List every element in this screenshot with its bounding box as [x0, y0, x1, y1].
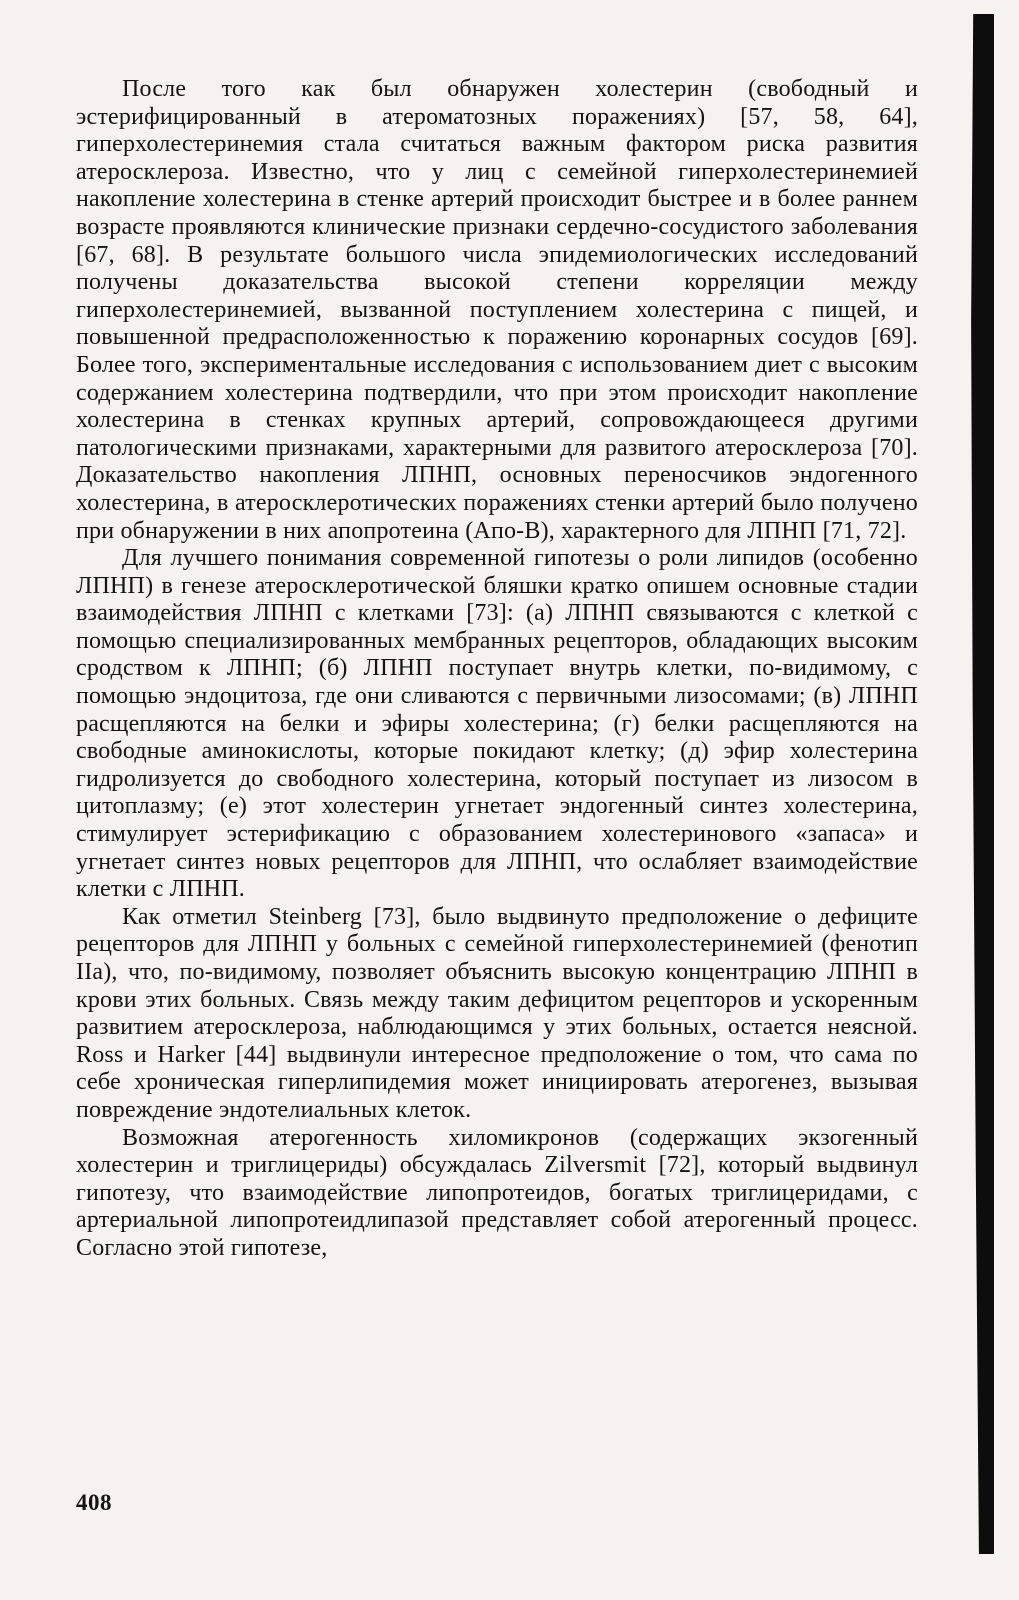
page-number: 408 [76, 1490, 112, 1515]
paragraph-chylomicrons: Возможная атерогенность хиломикронов (содержащих экзогенный холестерин и триглицериды) обсуждалась Zilversmit [72], который выдвинул гипотезу, что взаимодействие липопротеидов, богатых триглицеридами, с артериальной липопротеидлипазой представляет собой атерогенный процесс. Согласно этой гипотезе, [76, 1124, 918, 1261]
binding-shadow [968, 14, 994, 1554]
paragraph-receptor-deficit: Как отметил Steinberg [73], было выдвинуто предположение о дефиците рецепторов для ЛПНП у больных с семейной гиперхолестеринемией (фенотип IIа), что, по-видимому, позволяет объяснить высокую концентрацию ЛПНП в крови этих больных. Связь между таким дефицитом рецепторов и ускоренным развитием атеросклероза, наблюдающимся у этих больных, остается неясной. Ross и Harker [44] выдвинули интересное предположение о том, что сама по себе хроническая гиперлипидемия может инициировать атерогенез, вызывая повреждение эндотелиальных клеток. [76, 903, 918, 1123]
paragraph-ldl-stages: Для лучшего понимания современной гипотезы о роли липидов (особенно ЛПНП) в генезе атеросклеротической бляшки кратко опишем основные стадии взаимодействия ЛПНП с клетками [73]: (а) ЛПНП связываются с клеткой с помощью специализированных мембранных рецепторов, обладающих высоким сродством к ЛПНП; (б) ЛПНП поступает внутрь клетки, по-видимому, с помощью эндоцитоза, где они сливаются с первичными лизосомами; (в) ЛПНП расщепляются на белки и эфиры холестерина; (г) белки расщепляются на свободные аминокислоты, которые покидают клетку; (д) эфир холестерина гидролизуется до свободного холестерина, который поступает из лизосом в цитоплазму; (е) этот холестерин угнетает эндогенный синтез холестерина, стимулирует эстерификацию с образованием холестеринового «запаса» и угнетает синтез новых рецепторов для ЛПНП, что ослабляет взаимодействие клетки с ЛПНП. [76, 545, 918, 903]
paragraph-cholesterol-risk: После того как был обнаружен холестерин (свободный и эстерифицированный в атероматозных поражениях) [57, 58, 64], гиперхолестеринемия стала считаться важным фактором риска развития атеросклероза. Известно, что у лиц с семейной гиперхолестеринемией накопление холестерина в стенке артерий происходит быстрее и в более раннем возрасте проявляются клинические признаки сердечно-сосудистого заболевания [67, 68]. В результате большого числа эпидемиологических исследований получены доказательства высокой степени корреляции между гиперхолестеринемией, вызванной поступлением холестерина с пищей, и повышенной предрасположенностью к поражению коронарных сосудов [69]. Более того, экспериментальные исследования с использованием диет с высоким содержанием холестерина подтвердили, что при этом происходит накопление холестерина в стенках крупных артерий, сопровождающееся другими патологическими признаками, характерными для развитого атеросклероза [70]. Доказательство накопления ЛПНП, основных переносчиков эндогенного холестерина, в атеросклеротических поражениях стенки артерий было получено при обнаружении в них апопротеина (Апо-В), характерного для ЛПНП [71, 72]. [76, 76, 918, 544]
body-text [76, 76, 918, 1263]
